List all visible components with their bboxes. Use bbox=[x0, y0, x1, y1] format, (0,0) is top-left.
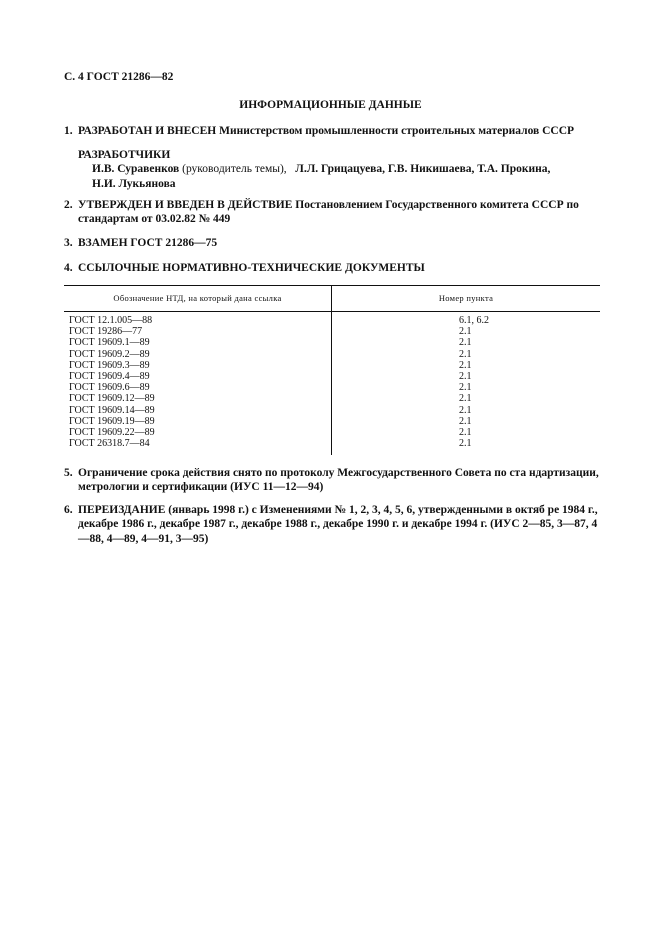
table-cell-clause: 2.1 bbox=[459, 382, 472, 394]
table-cell-document: ГОСТ 19609.12—89 bbox=[69, 393, 155, 405]
developer-others: Л.Л. Грицацуева, Г.В. Никишаева, Т.А. Прокина, bbox=[295, 163, 551, 176]
table-row bbox=[64, 337, 600, 348]
item-number: 6. bbox=[64, 504, 73, 516]
item-text: (январь 1998 г.) с Изменениями № 1, 2, 3, 4, 5, 6, утвержденными в октяб ре 1984 г., декабре 1986 г., декабре 1987 г., декабре 1988 г., декабре 1990 г. и декабре 1994 г. (ИУС 2—85, 3—87, 4—88, 4—89, 4—91, 3—95) bbox=[78, 504, 598, 545]
table-cell-clause: 2.1 bbox=[459, 393, 472, 405]
item-number: 1. bbox=[64, 125, 73, 137]
table-cell-clause: 2.1 bbox=[459, 415, 472, 427]
table-row bbox=[64, 393, 600, 404]
table-cell-document: ГОСТ 19609.3—89 bbox=[69, 359, 150, 371]
developers-block bbox=[78, 148, 598, 191]
item-references bbox=[64, 261, 601, 275]
item-validity bbox=[64, 466, 601, 495]
table-row bbox=[64, 438, 600, 449]
table-cell-clause: 2.1 bbox=[459, 426, 472, 438]
table-body bbox=[64, 315, 600, 449]
developers-names bbox=[92, 162, 592, 191]
item-text: Ограничение срока действия снято по протоколу Межгосударственного Совета по ста ндартизации, метрологии и сертификации (ИУС 11—12—94) bbox=[78, 467, 599, 494]
table-top-rule bbox=[64, 285, 600, 286]
table-row bbox=[64, 405, 600, 416]
item-number: 5. bbox=[64, 467, 73, 479]
developers-title: РАЗРАБОТЧИКИ bbox=[78, 149, 171, 161]
table-cell-document: ГОСТ 19609.1—89 bbox=[69, 337, 150, 349]
item-text: ССЫЛОЧНЫЕ НОРМАТИВНО-ТЕХНИЧЕСКИЕ ДОКУМЕНТЫ bbox=[78, 262, 425, 274]
table-row bbox=[64, 360, 600, 371]
item-replaces bbox=[64, 236, 601, 250]
table-header-document: Обозначение НТД, на который дана ссылка bbox=[113, 293, 282, 303]
table-row bbox=[64, 427, 600, 438]
table-cell-document: ГОСТ 19609.2—89 bbox=[69, 348, 150, 360]
table-row bbox=[64, 326, 600, 337]
table-cell-clause: 2.1 bbox=[459, 337, 472, 349]
table-cell-clause: 2.1 bbox=[459, 438, 472, 450]
item-number: 4. bbox=[64, 262, 73, 274]
table-cell-document: ГОСТ 12.1.005—88 bbox=[69, 315, 153, 326]
table-cell-clause: 2.1 bbox=[459, 348, 472, 360]
item-number: 2. bbox=[64, 199, 73, 211]
table-cell-clause: 2.1 bbox=[459, 359, 472, 371]
item-lead: ПЕРЕИЗДАНИЕ bbox=[78, 504, 166, 516]
table-cell-clause: 6.1, 6.2 bbox=[459, 315, 489, 326]
table-header-rule bbox=[64, 311, 600, 312]
table-cell-clause: 2.1 bbox=[459, 326, 472, 338]
developer-lead-role: (руководитель темы), bbox=[182, 163, 287, 176]
table-row bbox=[64, 416, 600, 427]
item-lead: РАЗРАБОТАН И ВНЕСЕН bbox=[78, 125, 217, 137]
table-cell-document: ГОСТ 19286—77 bbox=[69, 326, 143, 338]
table-cell-document: ГОСТ 26318.7—84 bbox=[69, 438, 150, 450]
table-cell-clause: 2.1 bbox=[459, 370, 472, 382]
page-header: С. 4 ГОСТ 21286—82 bbox=[64, 71, 174, 83]
table-row bbox=[64, 349, 600, 360]
table-cell-clause: 2.1 bbox=[459, 404, 472, 416]
item-lead: УТВЕРЖДЕН И ВВЕДЕН В ДЕЙСТВИЕ bbox=[78, 199, 293, 211]
table-row bbox=[64, 315, 600, 326]
table-header-clause: Номер пункта bbox=[438, 293, 494, 303]
item-text: Постановлением Государственного комитета СССР по стандартам от 03.02.82 № 449 bbox=[78, 199, 579, 226]
item-number: 3. bbox=[64, 237, 73, 249]
table-cell-document: ГОСТ 19609.6—89 bbox=[69, 382, 150, 394]
table-cell-document: ГОСТ 19609.14—89 bbox=[69, 404, 155, 416]
table-cell-document: ГОСТ 19609.22—89 bbox=[69, 426, 155, 438]
item-text: Министерством промышленности строительных материалов СССР bbox=[219, 125, 575, 137]
developer-lead-name: И.В. Суравенков bbox=[92, 163, 180, 176]
item-developed bbox=[64, 124, 601, 138]
item-approved bbox=[64, 198, 601, 227]
section-title: ИНФОРМАЦИОННЫЕ ДАННЫЕ bbox=[239, 99, 422, 111]
item-reissue bbox=[64, 503, 601, 546]
table-cell-document: ГОСТ 19609.19—89 bbox=[69, 415, 155, 427]
table-row bbox=[64, 371, 600, 382]
developer-last: Н.И. Лукьянова bbox=[92, 177, 176, 190]
table-row bbox=[64, 382, 600, 393]
item-text: ВЗАМЕН ГОСТ 21286—75 bbox=[78, 237, 218, 249]
table-cell-document: ГОСТ 19609.4—89 bbox=[69, 370, 150, 382]
